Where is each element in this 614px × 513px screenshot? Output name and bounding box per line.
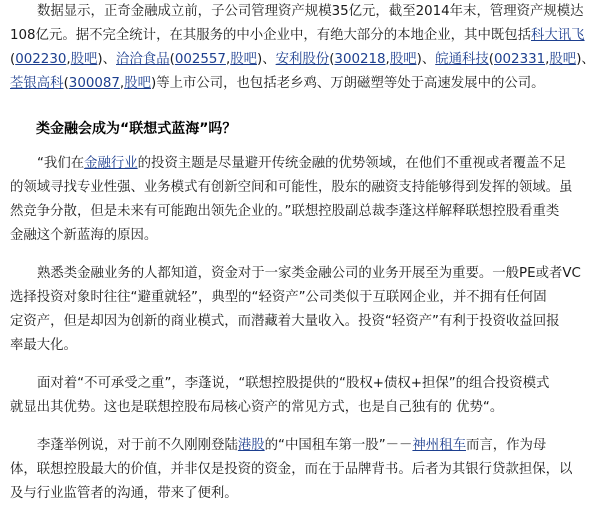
stock-link[interactable]: 皖通科技 <box>435 52 489 67</box>
stock-link[interactable]: 科大讯飞 <box>531 28 585 43</box>
text-span: ( <box>10 52 16 67</box>
text-line <box>10 434 610 458</box>
market-link[interactable]: 港股 <box>237 438 265 453</box>
text-line: 及与行业监管者的沟通，带来了便利。 <box>10 486 238 501</box>
text-span: , <box>385 52 390 67</box>
text-line: 熟悉类金融业务的人都知道，资金对于一家类金融公司的业务开展至为重要。一般PE或者VC <box>37 266 581 281</box>
forum-link[interactable]: 股吧 <box>549 52 577 67</box>
text-span: 的投资主题是尽量避开传统金融的优势领域，在他们不重视或者覆盖不足 <box>137 156 567 171</box>
text-span: )、 <box>257 52 276 67</box>
paragraph-3 <box>10 262 610 358</box>
text-span: 108亿元。据不完全统计，在其服务的中小企业中，有绝大部分的本地企业，其中既包括 <box>10 28 532 43</box>
text-span: , <box>545 52 550 67</box>
text-span: )等上市公司，也包括老乡鸡、万朗磁塑等处于高速发展中的公司。 <box>150 76 545 91</box>
text-line <box>10 72 610 96</box>
stock-code-link[interactable]: 002230 <box>15 52 67 67</box>
stock-code-link[interactable]: 002557 <box>174 52 226 67</box>
stock-code-link[interactable]: 002331 <box>494 52 546 67</box>
text-span: , <box>119 76 125 91</box>
text-span: 的“中国租车第一股”－－ <box>264 438 413 453</box>
text-span: ( <box>488 52 495 67</box>
text-line <box>10 48 610 72</box>
text-line: 体，联想控股最大的价值，并非仅是投资的资金，而在于品牌背书。后者为其银行贷款担保，以 <box>10 462 573 477</box>
forum-link[interactable]: 股吧 <box>70 52 98 67</box>
text-span: , <box>66 52 71 67</box>
forum-link[interactable]: 股吧 <box>124 76 151 91</box>
paragraph-1 <box>10 0 610 96</box>
text-line: 率最大化。 <box>10 338 77 353</box>
text-line: 的领域寻找专业性强、业务模式有创新空间和可能性，股东的融资支持能够得到发挥的领域。虽 <box>10 180 573 195</box>
text-span: ( <box>63 76 69 91</box>
text-line: 就显出其优势。这也是联想控股布局核心资产的常见方式，也是自己独有的 优势“。 <box>10 400 504 415</box>
stock-code-link[interactable]: 300087 <box>68 76 120 91</box>
text-line: 然竞争分散，但是未来有可能跑出领先企业的。”联想控股副总裁李蓬这样解释联想控股看重类 <box>10 204 560 219</box>
text-line <box>10 24 610 48</box>
paragraph-2 <box>10 152 610 248</box>
text-span: 而言，作为母 <box>465 438 547 453</box>
text-span: )、 <box>416 52 436 67</box>
paragraph-5 <box>10 434 610 506</box>
industry-link[interactable]: 金融行业 <box>84 156 138 171</box>
stock-link[interactable]: 安利股份 <box>275 52 330 67</box>
section-heading: 类金融会成为“联想式蓝海”吗？ <box>36 121 237 137</box>
paragraph-4 <box>10 372 610 420</box>
text-line <box>10 152 610 176</box>
text-span: )、 <box>97 52 117 67</box>
text-line: 选择投资对象时往往“避重就轻”，典型的“轻资产”公司类似于互联网企业，并不拥有任何固 <box>10 290 547 305</box>
text-span: ( <box>329 52 335 67</box>
text-line: 定资产，但是却因为创新的商业模式，而潜藏着大量收入。投资“轻资产”有利于投资收益回报 <box>10 314 560 329</box>
forum-link[interactable]: 股吧 <box>389 52 417 67</box>
text-line: 面对着“不可承受之重”，李蓬说，“联想控股提供的“股权+债权+担保”的组合投资模式 <box>37 376 550 391</box>
stock-link[interactable]: 荃银高科 <box>10 76 64 91</box>
stock-code-link[interactable]: 300218 <box>334 52 386 67</box>
stock-link[interactable]: 神州租车 <box>412 438 466 453</box>
text-span: ( <box>169 52 175 67</box>
text-line: 金融这个新蓝海的原因。 <box>10 228 158 243</box>
text-span: )、 <box>576 52 595 67</box>
text-line: 数据显示，正奇金融成立前，子公司管理资产规模35亿元，截至2014年末，管理资产规模达 <box>37 4 584 19</box>
forum-link[interactable]: 股吧 <box>230 52 257 67</box>
text-span: “我们在 <box>37 156 85 171</box>
text-span: 李蓬举例说，对于前不久刚刚登陆 <box>37 438 238 453</box>
stock-link[interactable]: 洽洽食品 <box>116 52 170 67</box>
text-span: , <box>225 52 231 67</box>
